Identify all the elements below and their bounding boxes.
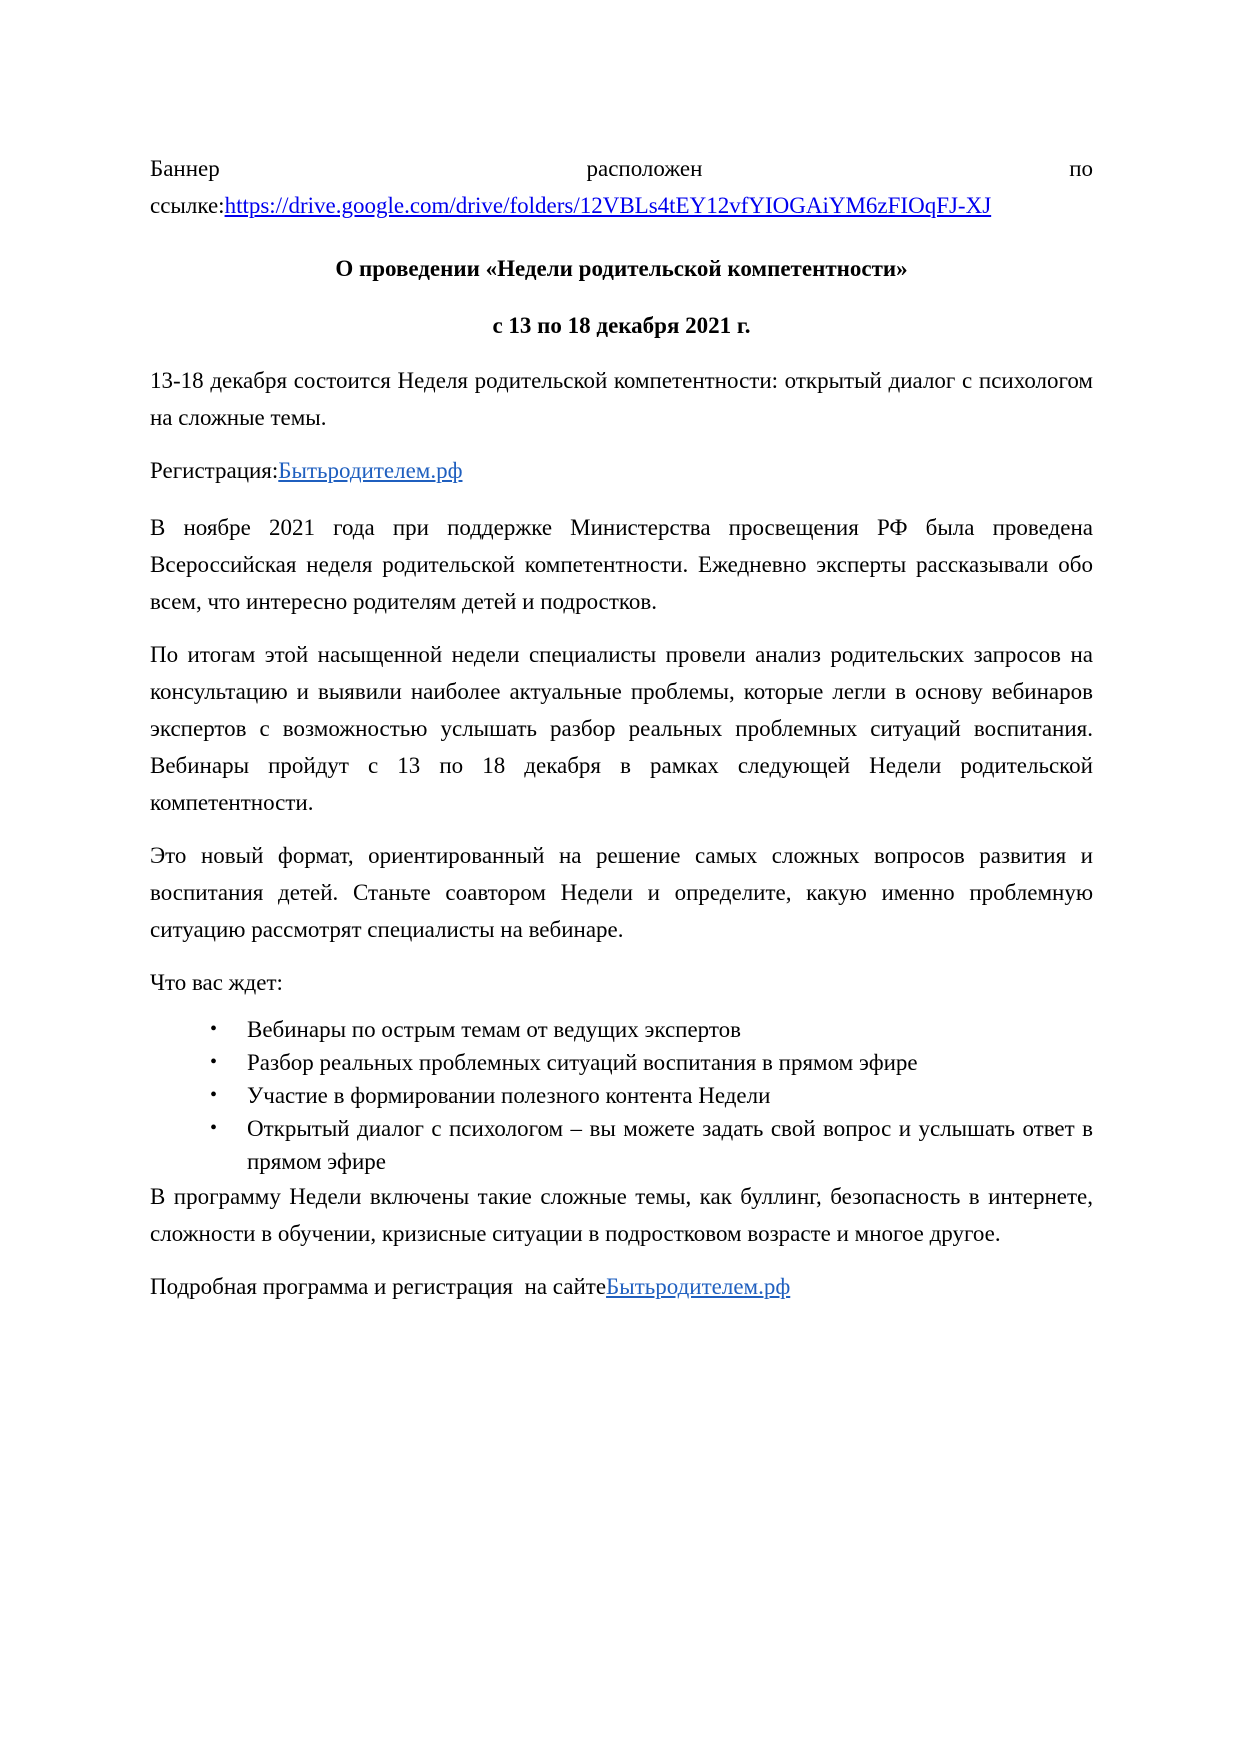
list-item: • Участие в формировании полезного контента Недели bbox=[247, 1079, 1093, 1112]
expect-heading: Что вас ждет: bbox=[150, 970, 283, 995]
paragraph-november: В ноябре 2021 года при поддержке Министерства просвещения РФ была проведена Всероссийская неделя родительской компетентности. Ежедневно эксперты рассказывали обо всем, что интересно родителям детей и подростков. bbox=[150, 515, 1093, 614]
title-line-1: О проведении «Недели родительской компетентности» bbox=[335, 256, 908, 281]
banner-line bbox=[150, 150, 1093, 187]
program-paragraph: В программу Недели включены такие сложные темы, как буллинг, безопасность в интернете, сложности в обучении, кризисные ситуации в подростковом возрасте и многое другое. bbox=[150, 1184, 1093, 1246]
banner-link-prefix: ссылке: bbox=[150, 193, 225, 218]
list-item: • Разбор реальных проблемных ситуаций воспитания в прямом эфире bbox=[247, 1046, 1093, 1079]
banner-word-2: расположен bbox=[586, 156, 703, 181]
list-item: • Открытый диалог с психологом – вы можете задать свой вопрос и услышать ответ в прямом эфире bbox=[247, 1112, 1093, 1178]
registration-label: Регистрация: bbox=[150, 458, 279, 483]
banner-word-1: Баннер bbox=[150, 156, 220, 181]
banner-word-3: по bbox=[1069, 156, 1093, 181]
footer-line bbox=[150, 1268, 1093, 1305]
paragraph-results: По итогам этой насыщенной недели специалисты провели анализ родительских запросов на консультацию и выявили наиболее актуальные проблемы, которые легли в основу вебинаров экспертов с возможностью услышать разбор реальных проблемных ситуаций воспитания. Вебинары пройдут с 13 по 18 декабря в рамках следующей Недели родительской компетентности. bbox=[150, 642, 1093, 815]
paragraph-new-format: Это новый формат, ориентированный на решение самых сложных вопросов развития и воспитания детей. Станьте соавтором Недели и определите, какую именно проблемную ситуацию рассмотрят специалисты на вебинаре. bbox=[150, 843, 1093, 942]
banner-link-line bbox=[150, 187, 1093, 224]
footer-text: Подробная программа и регистрация на сайте bbox=[150, 1274, 607, 1299]
registration-line bbox=[150, 452, 1093, 489]
registration-link[interactable]: Бытьродителем.рф bbox=[278, 458, 463, 483]
footer-site-link[interactable]: Бытьродителем.рф bbox=[606, 1274, 791, 1299]
intro-paragraph: 13-18 декабря состоится Неделя родительской компетентности: открытый диалог с психологом на сложные темы. bbox=[150, 368, 1093, 430]
expect-list bbox=[150, 1013, 1093, 1178]
title-line-2: с 13 по 18 декабря 2021 г. bbox=[492, 313, 751, 338]
banner-drive-link[interactable]: https://drive.google.com/drive/folders/12VBLs4tEY12vfYIOGAiYM6zFIOqFJ-XJ bbox=[224, 193, 992, 218]
list-item: • Вебинары по острым темам от ведущих экспертов bbox=[247, 1013, 1093, 1046]
